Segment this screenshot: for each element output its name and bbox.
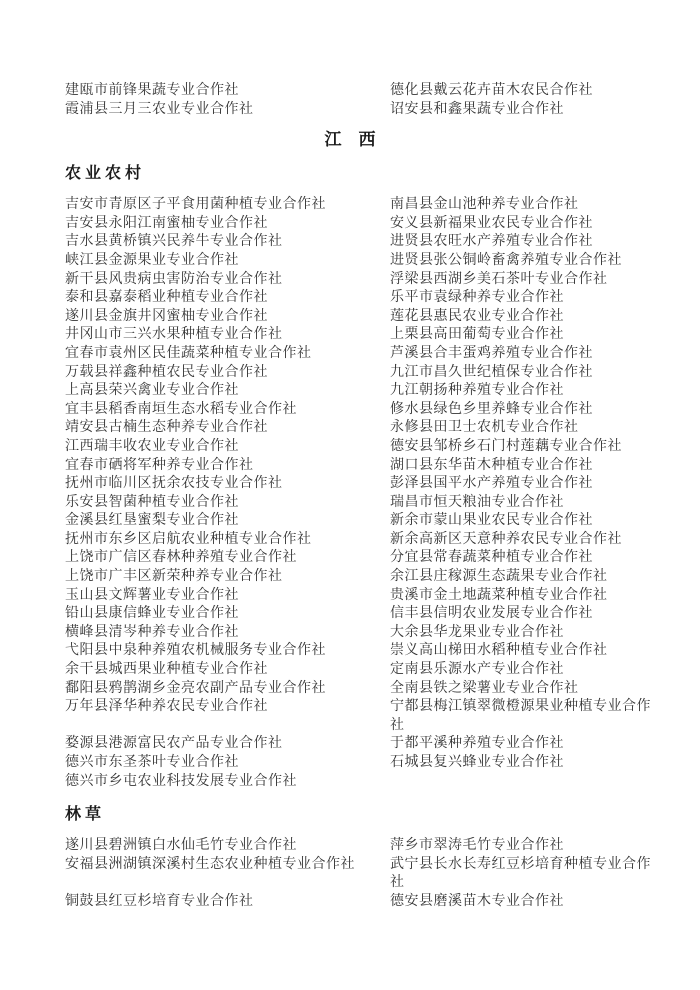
coop-row <box>65 457 662 476</box>
coop-name-right: 信丰县信明农业发展专业合作社 <box>390 606 593 622</box>
coop-name-right: 上栗县高田葡萄专业合作社 <box>390 327 564 343</box>
coop-name-left: 江西瑞丰收农业专业合作社 <box>65 438 239 454</box>
coop-name-right: 诏安县和鑫果蔬专业合作社 <box>390 101 564 117</box>
coop-name-right: 永修县田卫士农机专业合作社 <box>390 420 579 436</box>
coop-name-left: 婺源县港源富民农产品专业合作社 <box>65 736 283 752</box>
coop-name-right: 德安县磨溪苗木专业合作社 <box>390 893 564 909</box>
coop-name-left: 安福县洲湖镇深溪村生态农业种植专业合作社 <box>65 856 355 872</box>
coop-row <box>65 735 662 754</box>
coop-name-left: 上饶市广信区春林种养殖专业合作社 <box>65 550 297 566</box>
coop-row <box>65 308 662 327</box>
coop-name-left: 遂川县碧洲镇白水仙毛竹专业合作社 <box>65 838 297 854</box>
coop-row <box>65 401 662 420</box>
coop-row <box>65 773 662 792</box>
coop-name-right: 宁都县梅江镇翠微橙源果业种植专业合作社 <box>390 699 651 733</box>
coop-name-right: 芦溪县合丰蛋鸡养殖专业合作社 <box>390 345 593 361</box>
coop-name-left: 弋阳县中泉种养殖农机械服务专业合作社 <box>65 643 326 659</box>
coop-name-right: 于都平溪种养殖专业合作社 <box>390 736 564 752</box>
coop-name-right: 贵溪市金土地蔬菜种植专业合作社 <box>390 587 608 603</box>
coop-row <box>65 568 662 587</box>
coop-name-right: 进贤县张公铜岭畜禽养殖专业合作社 <box>390 252 622 268</box>
coop-row <box>65 419 662 438</box>
coop-row <box>65 624 662 643</box>
coop-row <box>65 289 662 308</box>
sections-container <box>65 165 662 911</box>
coop-name-right: 余江县庄稼源生态蔬果专业合作社 <box>390 569 608 585</box>
coop-row <box>65 438 662 457</box>
coop-name-right: 武宁县长水长寿红豆杉培育种植专业合作社 <box>390 856 651 891</box>
coop-name-right: 萍乡市翠涛毛竹专业合作社 <box>390 838 564 854</box>
coop-row <box>65 661 662 680</box>
coop-name-right: 全南县铁之梁薯业专业合作社 <box>390 680 579 696</box>
section-header: 农业农村 <box>65 165 146 183</box>
coop-row <box>65 215 662 234</box>
coop-name-left: 乐安县智菌种植专业合作社 <box>65 494 239 510</box>
coop-row <box>65 475 662 494</box>
coop-name-right: 浮梁县西湖乡美石茶叶专业合作社 <box>390 271 608 287</box>
coop-name-left: 上高县荣兴禽业专业合作社 <box>65 383 239 399</box>
coop-name-right: 崇义高山梯田水稻种植专业合作社 <box>390 643 608 659</box>
coop-row <box>65 326 662 345</box>
coop-name-right: 进贤县农旺水产养殖专业合作社 <box>390 234 593 250</box>
coop-name-right: 石城县复兴蜂业专业合作社 <box>390 755 564 770</box>
coop-row <box>65 364 662 383</box>
coop-name-left: 宜春市硒将军种养专业合作社 <box>65 457 254 473</box>
coop-name-right: 瑞昌市恒天粮油专业合作社 <box>390 494 564 510</box>
coop-name-left: 铅山县康信蜂业专业合作社 <box>65 606 239 622</box>
coop-row <box>65 587 662 606</box>
page-title: 江 西 <box>324 130 376 150</box>
coop-name-right: 德安县邹桥乡石门村莲藕专业合作社 <box>390 438 622 454</box>
coop-row <box>65 82 662 101</box>
coop-name-left: 泰和县嘉泰稻业种植专业合作社 <box>65 290 268 306</box>
coop-name-left: 抚州市东乡区启航农业种植专业合作社 <box>65 531 312 547</box>
coop-name-right: 莲花县惠民农业专业合作社 <box>390 308 564 324</box>
coop-name-left: 万载县祥鑫种植农民专业合作社 <box>65 364 268 380</box>
coop-name-left: 金溪县红垦蜜梨专业合作社 <box>65 513 239 529</box>
coop-name-right: 大余县华龙果业专业合作社 <box>390 624 564 640</box>
coop-name-right: 修水县绿色乡里养蜂专业合作社 <box>390 401 593 417</box>
coop-row <box>65 196 662 215</box>
coop-name-left: 万年县泽华种养农民专业合作社 <box>65 699 268 715</box>
coop-row <box>65 698 662 735</box>
section <box>65 165 662 791</box>
coop-name-right: 九江市昌久世纪植保专业合作社 <box>390 364 593 380</box>
coop-name-right: 安义县新福果业农民专业合作社 <box>390 215 593 231</box>
coop-row <box>65 642 662 661</box>
section <box>65 806 662 911</box>
coop-row <box>65 856 662 893</box>
coop-row <box>65 549 662 568</box>
coop-name-left: 遂川县金旗井冈蜜柚专业合作社 <box>65 308 268 324</box>
coop-row <box>65 252 662 271</box>
coop-name-right: 九江朝扬种养殖专业合作社 <box>390 383 564 399</box>
coop-row <box>65 233 662 252</box>
coop-name-right: 乐平市袁绿种养专业合作社 <box>390 290 564 306</box>
coop-row <box>65 494 662 513</box>
coop-name-left: 吉水县黄桥镇兴民养牛专业合作社 <box>65 234 283 250</box>
coop-row <box>65 754 662 773</box>
coop-name-left: 建瓯市前锋果蔬专业合作社 <box>65 83 239 98</box>
coop-name-left: 德兴市乡屯农业科技发展专业合作社 <box>65 773 297 789</box>
coop-name-left: 抚州市临川区抚余农技专业合作社 <box>65 476 283 492</box>
coop-name-right: 分宜县常春蔬菜种植专业合作社 <box>390 550 593 566</box>
coop-row <box>65 101 662 120</box>
coop-row <box>65 680 662 699</box>
coop-name-right: 德化县戴云花卉苗木农民合作社 <box>390 83 593 98</box>
coop-name-left: 上饶市广丰区新荣种养专业合作社 <box>65 569 283 585</box>
coop-name-left: 吉安市青原区子平食用菌种植专业合作社 <box>65 197 326 213</box>
coop-name-left: 吉安县永阳江南蜜柚专业合作社 <box>65 215 268 231</box>
coop-name-right: 湖口县东华苗木种植专业合作社 <box>390 457 593 473</box>
coop-name-left: 新干县风贵病虫害防治专业合作社 <box>65 271 283 287</box>
section-header: 林草 <box>65 806 106 824</box>
coop-name-right: 彭泽县国平水产养殖专业合作社 <box>390 476 593 492</box>
coop-row <box>65 605 662 624</box>
intro-list <box>65 82 662 119</box>
coop-name-left: 井冈山市三兴水果种植专业合作社 <box>65 327 283 343</box>
coop-row <box>65 271 662 290</box>
coop-name-right: 新余高新区天意种养农民专业合作社 <box>390 531 622 547</box>
coop-name-right: 新余市蒙山果业农民专业合作社 <box>390 513 593 529</box>
coop-row <box>65 893 662 912</box>
coop-row <box>65 345 662 364</box>
coop-name-right: 定南县乐源水产专业合作社 <box>390 662 564 678</box>
coop-row <box>65 382 662 401</box>
coop-row <box>65 512 662 531</box>
coop-name-left: 余干县城西果业种植专业合作社 <box>65 662 268 678</box>
coop-name-left: 横峰县清岑种养专业合作社 <box>65 624 239 640</box>
coop-name-left: 宜春市袁州区民佳蔬菜种植专业合作社 <box>65 345 312 361</box>
coop-name-left: 德兴市东圣茶叶专业合作社 <box>65 755 239 770</box>
coop-name-left: 鄱阳县鸦鹊湖乡金亮农副产品专业合作社 <box>65 680 326 696</box>
coop-name-left: 宜丰县稻香南垣生态水稻专业合作社 <box>65 401 297 417</box>
coop-name-left: 靖安县古楠生态种养专业合作社 <box>65 420 268 436</box>
coop-name-left: 峡江县金源果业专业合作社 <box>65 252 239 268</box>
coop-row <box>65 531 662 550</box>
coop-name-left: 玉山县文辉薯业专业合作社 <box>65 587 239 603</box>
coop-row <box>65 837 662 856</box>
coop-name-right: 南昌县金山池种养专业合作社 <box>390 197 579 213</box>
coop-name-left: 铜鼓县红豆杉培育专业合作社 <box>65 893 254 909</box>
coop-name-left: 霞浦县三月三农业专业合作社 <box>65 101 254 117</box>
